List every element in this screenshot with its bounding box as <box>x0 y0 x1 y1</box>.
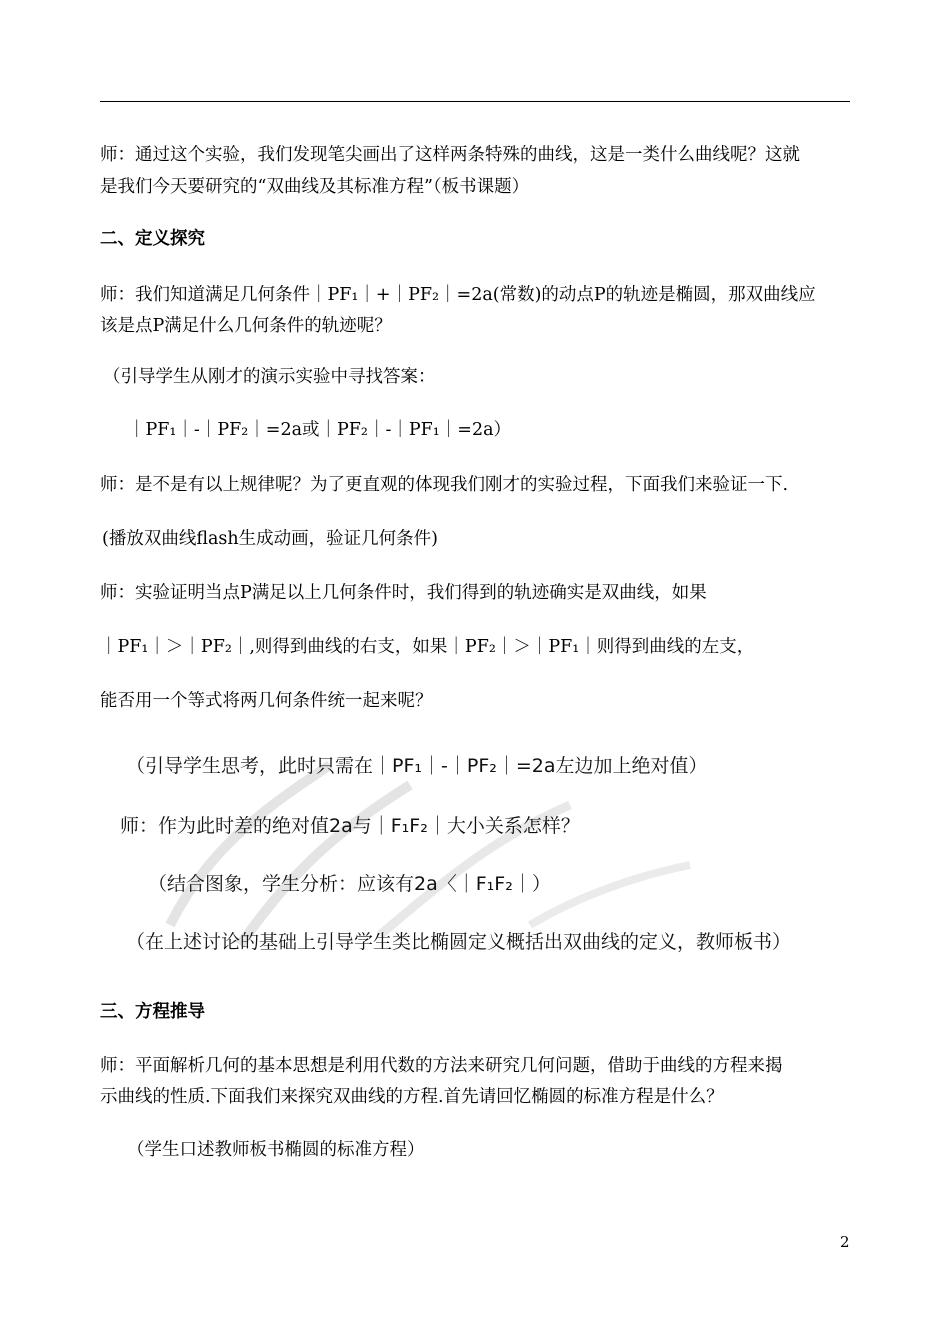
header-rule <box>100 101 850 102</box>
paragraph-ellipse-condition-line2: 该是点P满足什么几何条件的轨迹呢？ <box>100 316 392 336</box>
paragraph-intro-line2: 是我们今天要研究的“双曲线及其标准方程”（板书课题） <box>100 177 530 197</box>
image-text-compare-question: 师：作为此时差的绝对值2a与｜F₁F₂｜大小关系怎样？ <box>120 815 580 837</box>
paragraph-intro-line1: 师：通过这个实验，我们发现笔尖画出了这样两条特殊的曲线，这是一类什么曲线呢？这就 <box>100 145 800 165</box>
paragraph-analytic-geometry-line2: 示曲线的性质.下面我们来探究双曲线的方程.首先请回忆椭圆的标准方程是什么？ <box>100 1087 724 1107</box>
page-number: 2 <box>840 1233 850 1251</box>
paragraph-analytic-geometry-line1: 师：平面解析几何的基本思想是利用代数的方法来研究几何问题，借助于曲线的方程来揭 <box>100 1056 783 1076</box>
image-text-definition-summary: （在上述讨论的基础上引导学生类比椭圆定义概括出双曲线的定义，教师板书） <box>126 931 792 953</box>
image-text-analysis: （结合图象，学生分析：应该有2a〈｜F₁F₂｜） <box>148 873 551 895</box>
paragraph-experiment-proof: 师：实验证明当点P满足以上几何条件时，我们得到的轨迹确实是双曲线，如果 <box>100 583 707 603</box>
paragraph-verify: 师：是不是有以上规律呢？为了更直观的体现我们刚才的实验过程，下面我们来验证一下. <box>100 475 789 495</box>
paragraph-ellipse-condition-line1: 师：我们知道满足几何条件｜PF₁｜+｜PF₂｜=2a(常数)的动点P的轨迹是椭圆，那双曲线应 <box>100 285 816 305</box>
formula-difference-condition: ｜PF₁｜-｜PF₂｜=2a或｜PF₂｜-｜PF₁｜=2a） <box>128 420 512 440</box>
image-text-guide-absolute: （引导学生思考，此时只需在｜PF₁｜-｜PF₂｜=2a左边加上绝对值） <box>126 755 708 777</box>
paragraph-branches: ｜PF₁｜＞｜PF₂｜,则得到曲线的右支，如果｜PF₂｜＞｜PF₁｜则得到曲线的左支， <box>100 637 755 657</box>
paragraph-unify-question: 能否用一个等式将两几何条件统一起来呢？ <box>100 691 433 711</box>
section-heading-equation: 三、方程推导 <box>100 1002 205 1022</box>
paragraph-flash-animation: (播放双曲线flash生成动画，验证几何条件) <box>102 529 439 549</box>
paragraph-student-recite: （学生口述教师板书椭圆的标准方程） <box>127 1140 425 1160</box>
paragraph-guide-students: （引导学生从刚才的演示实验中寻找答案： <box>103 367 436 387</box>
section-heading-definition: 二、定义探究 <box>100 229 205 249</box>
